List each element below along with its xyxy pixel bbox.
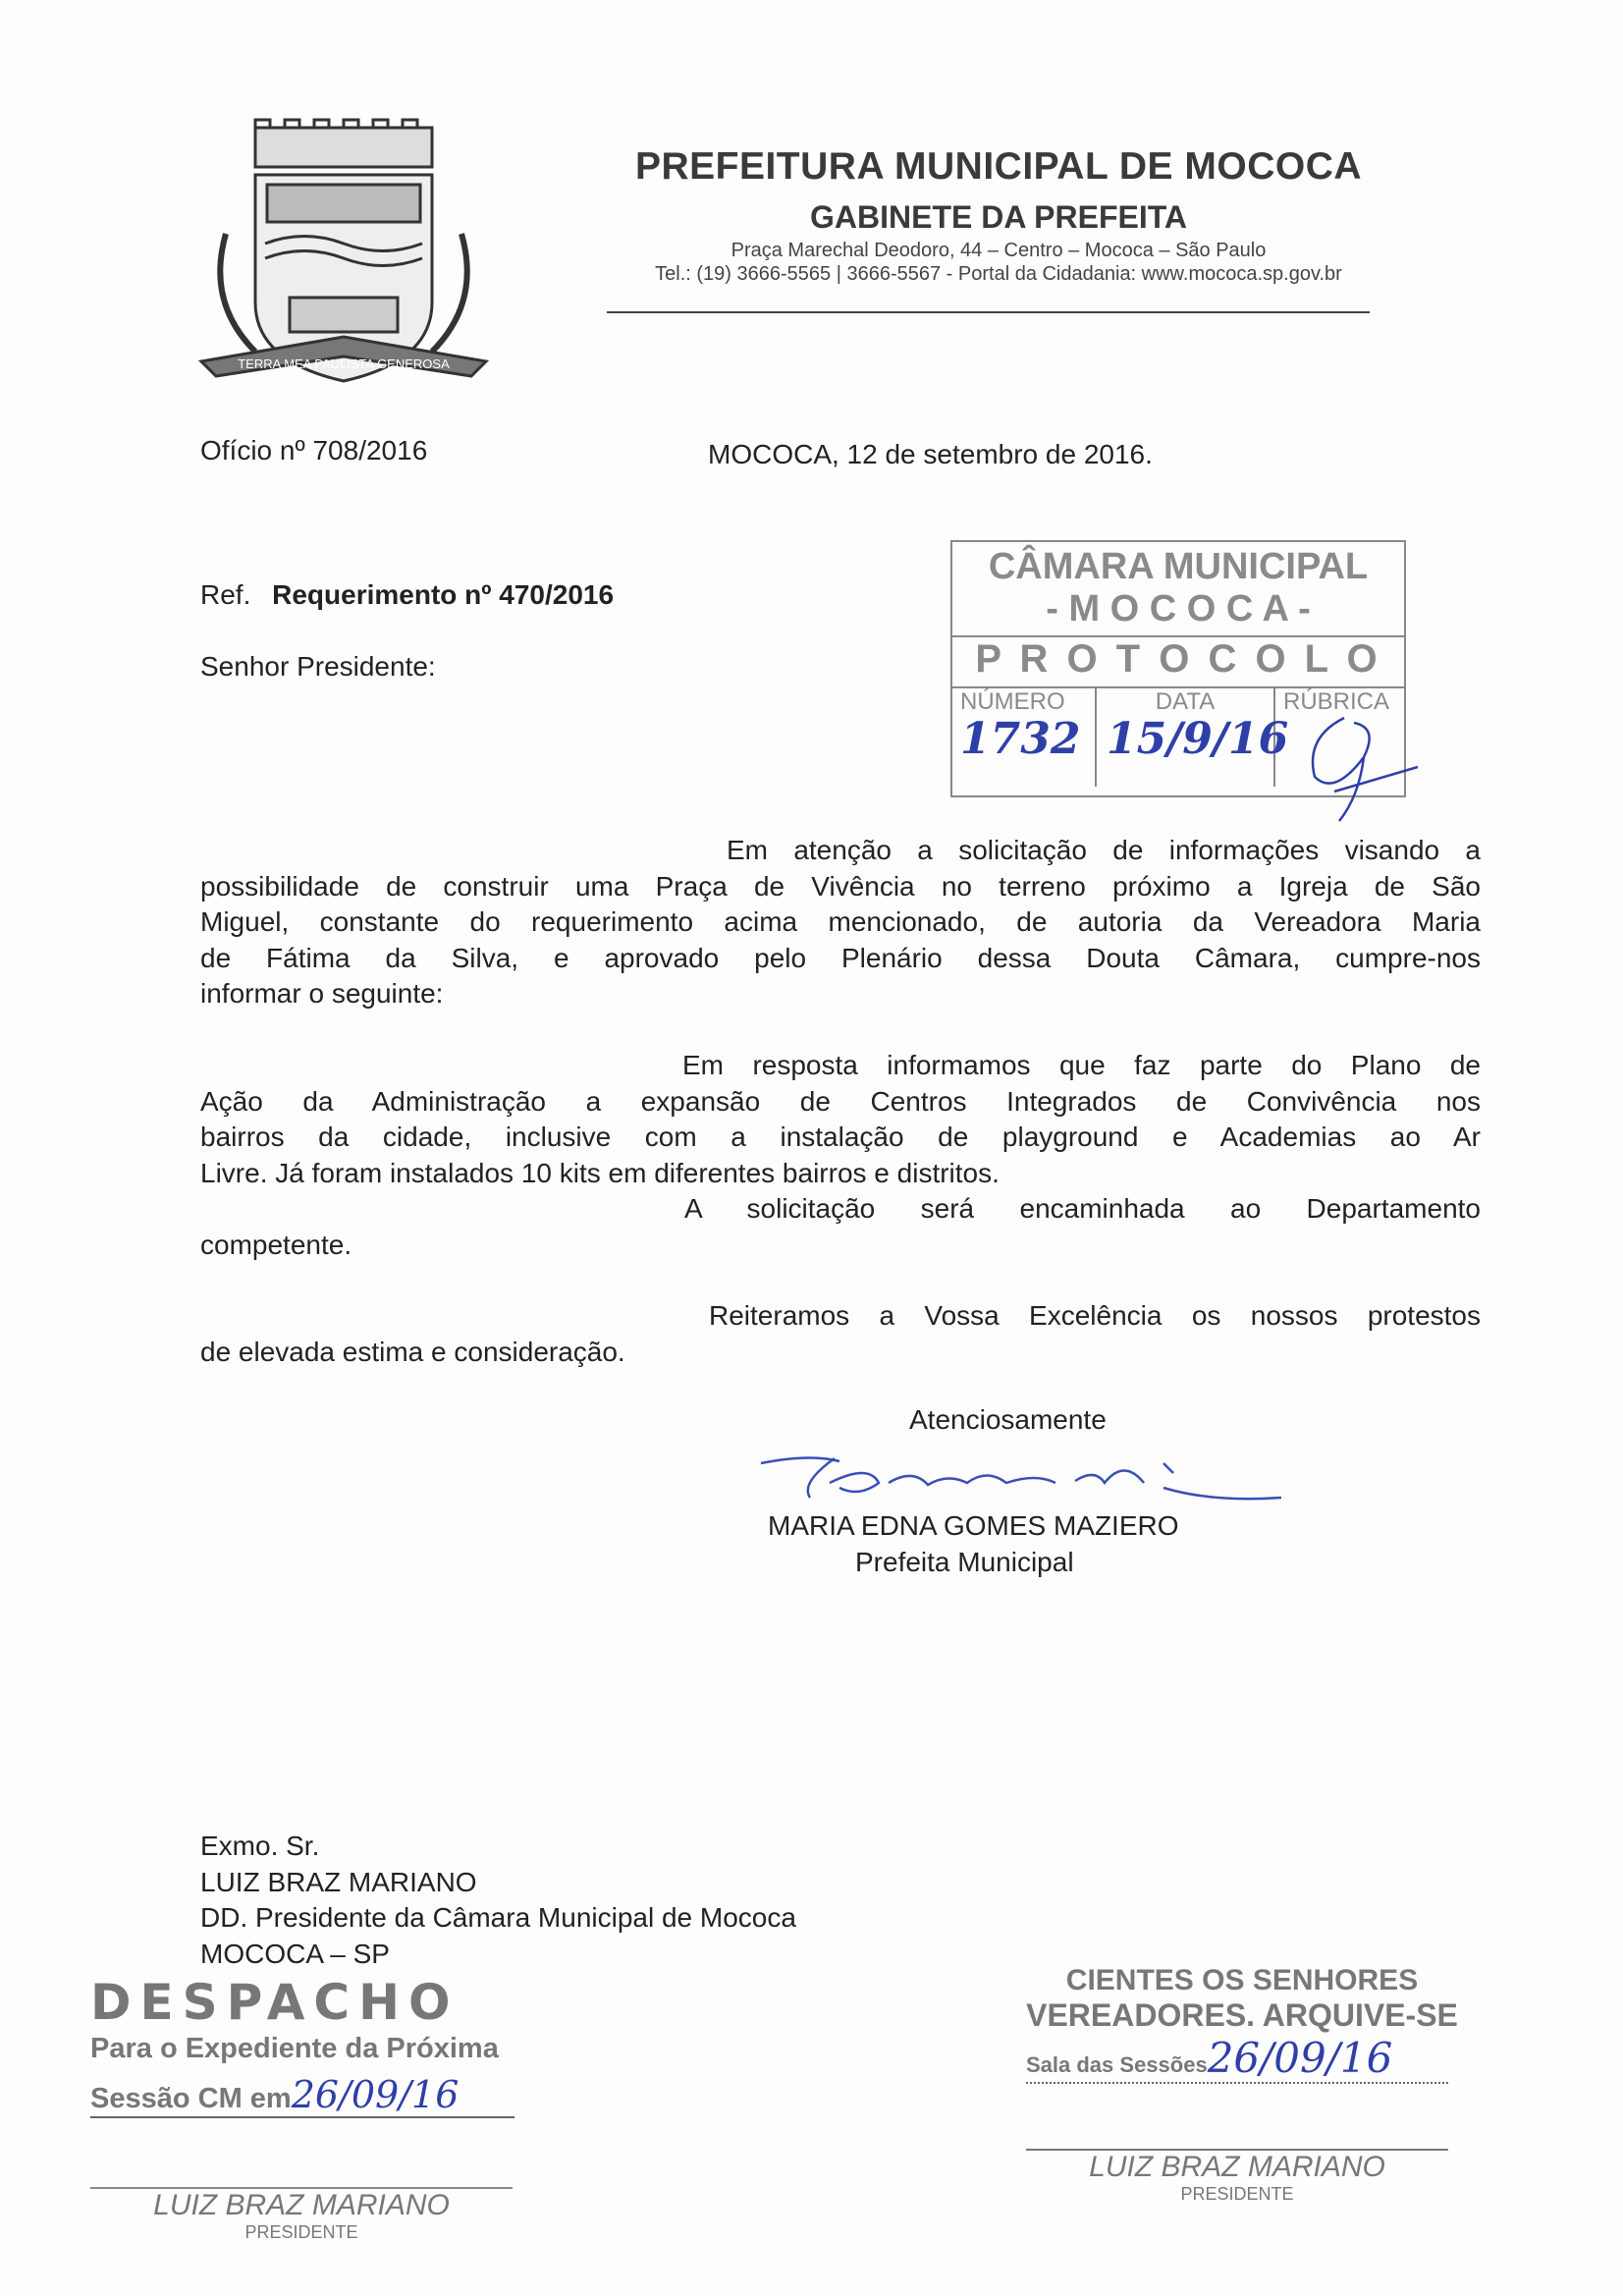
archive-line-2: VEREADORES. ARQUIVE-SE — [1026, 1997, 1458, 2033]
paragraph-line: Miguel, constante do requerimento acima mencionado, de autoria da Vereadora Maria — [200, 906, 1481, 937]
despacho-stamp — [90, 1974, 522, 2243]
protocol-stamp — [950, 540, 1406, 797]
paragraph-line: de Fátima da Silva, e aprovado pelo Plenário dessa Douta Câmara, cumpre-nos — [200, 942, 1481, 973]
header-address: Praça Marechal Deodoro, 44 – Centro – Mococa – São Paulo — [730, 240, 1267, 261]
header-subtitle: GABINETE DA PREFEITA — [809, 199, 1187, 235]
stamp-line-3: P R O T O C O L O — [952, 637, 1404, 688]
archive-line-1: CIENTES OS SENHORES — [1065, 1964, 1419, 1996]
reference — [200, 579, 614, 611]
paragraph-line: informar o seguinte: — [200, 978, 444, 1009]
despacho-signature-block — [90, 2187, 513, 2243]
stamp-col-numero: NÚMERO — [960, 688, 1065, 715]
paragraph-line: possibilidade de construir uma Praça de Vivência no terreno próximo a Igreja de São — [200, 870, 1481, 902]
paragraph-line: Em atenção a solicitação de informações visando a — [727, 835, 1481, 865]
ref-label: Ref. — [200, 579, 251, 610]
paragraph-line: Em resposta informamos que faz parte do Plano de — [682, 1050, 1481, 1080]
archive-date-handwritten: 26/09/16 — [1207, 2034, 1393, 2082]
stamp-line-1: CÂMARA MUNICIPAL — [988, 546, 1369, 587]
despacho-line-2-row — [90, 2073, 514, 2118]
municipal-crest-logo — [196, 116, 491, 410]
paragraph-line: Ação da Administração a expansão de Centros Integrados de Convivência nos — [200, 1085, 1481, 1117]
header-title: PREFEITURA MUNICIPAL DE MOCOCA — [634, 145, 1363, 188]
closing: Atenciosamente — [909, 1404, 1107, 1435]
protocol-number-handwritten: 1732 — [960, 714, 1081, 764]
stamp-col-data: DATA — [1155, 688, 1216, 715]
addressee-block — [200, 1829, 796, 1972]
paragraph-line: A solicitação será encaminhada ao Departamento — [684, 1193, 1481, 1224]
paragraph-line: competente. — [200, 1229, 352, 1260]
addressee-line: MOCOCA – SP — [200, 1938, 390, 1969]
stamp-numero-cell — [952, 688, 1097, 787]
stamp-data-cell — [1097, 688, 1289, 787]
paragraph-line: Livre. Já foram instalados 10 kits em diferentes bairros e distritos. — [200, 1157, 1000, 1188]
ref-value: Requerimento nº 470/2016 — [272, 579, 615, 610]
salutation: Senhor Presidente: — [200, 651, 436, 682]
paragraph-line: bairros da cidade, inclusive com a instalação de playground e Academias ao Ar — [200, 1121, 1481, 1152]
archive-signature-block — [1026, 2149, 1448, 2205]
signer-title: Prefeita Municipal — [855, 1547, 1074, 1577]
archive-line-3-row — [1026, 2034, 1448, 2084]
rubrica-signature — [1285, 698, 1423, 826]
paragraph — [200, 833, 1481, 1012]
addressee-line: Exmo. Sr. — [200, 1831, 320, 1861]
archive-name: LUIZ BRAZ MARIANO — [1089, 2151, 1385, 2183]
stamp-line-2: - M O C O C A - — [952, 588, 1404, 637]
stamp-col-rubrica: RÚBRICA — [1283, 688, 1390, 715]
crest-motto: TERRA MEA PAULISTA GENEROSA — [238, 356, 450, 371]
header-divider — [607, 311, 1370, 313]
despacho-line-2: Sessão CM em — [90, 2083, 292, 2114]
place-date: MOCOCA, 12 de setembro de 2016. — [708, 439, 1153, 469]
archive-role: PRESIDENTE — [1180, 2184, 1294, 2204]
despacho-title: DESPACHO — [90, 1974, 460, 2031]
header-contact: Tel.: (19) 3666-5565 | 3666-5567 - Portal da Cidadania: www.mococa.sp.gov.br — [655, 263, 1342, 285]
despacho-line-1: Para o Expediente da Próxima — [90, 2033, 499, 2064]
despacho-role: PRESIDENTE — [244, 2222, 358, 2242]
archive-stamp — [1026, 1964, 1458, 2205]
despacho-date-handwritten: 26/09/16 — [291, 2073, 460, 2116]
archive-line-3: Sala das Sessões — [1026, 2052, 1208, 2077]
oficio-number: Ofício nº 708/2016 — [200, 435, 428, 465]
addressee-line: DD. Presidente da Câmara Municipal de Mococa — [200, 1902, 796, 1933]
despacho-name: LUIZ BRAZ MARIANO — [153, 2189, 450, 2221]
paragraph — [200, 1298, 1481, 1370]
addressee-line: LUIZ BRAZ MARIANO — [200, 1866, 477, 1897]
paragraph — [200, 1048, 1481, 1191]
signer-name: MARIA EDNA GOMES MAZIERO — [768, 1510, 1179, 1541]
protocol-date-handwritten: 15/9/16 — [1107, 714, 1289, 764]
paragraph-line: Reiteramos a Vossa Excelência os nossos protestos — [709, 1300, 1481, 1331]
stamp-rubrica-cell — [1275, 688, 1404, 787]
paragraph-line: de elevada estima e consideração. — [200, 1336, 625, 1367]
paragraph — [200, 1191, 1481, 1263]
